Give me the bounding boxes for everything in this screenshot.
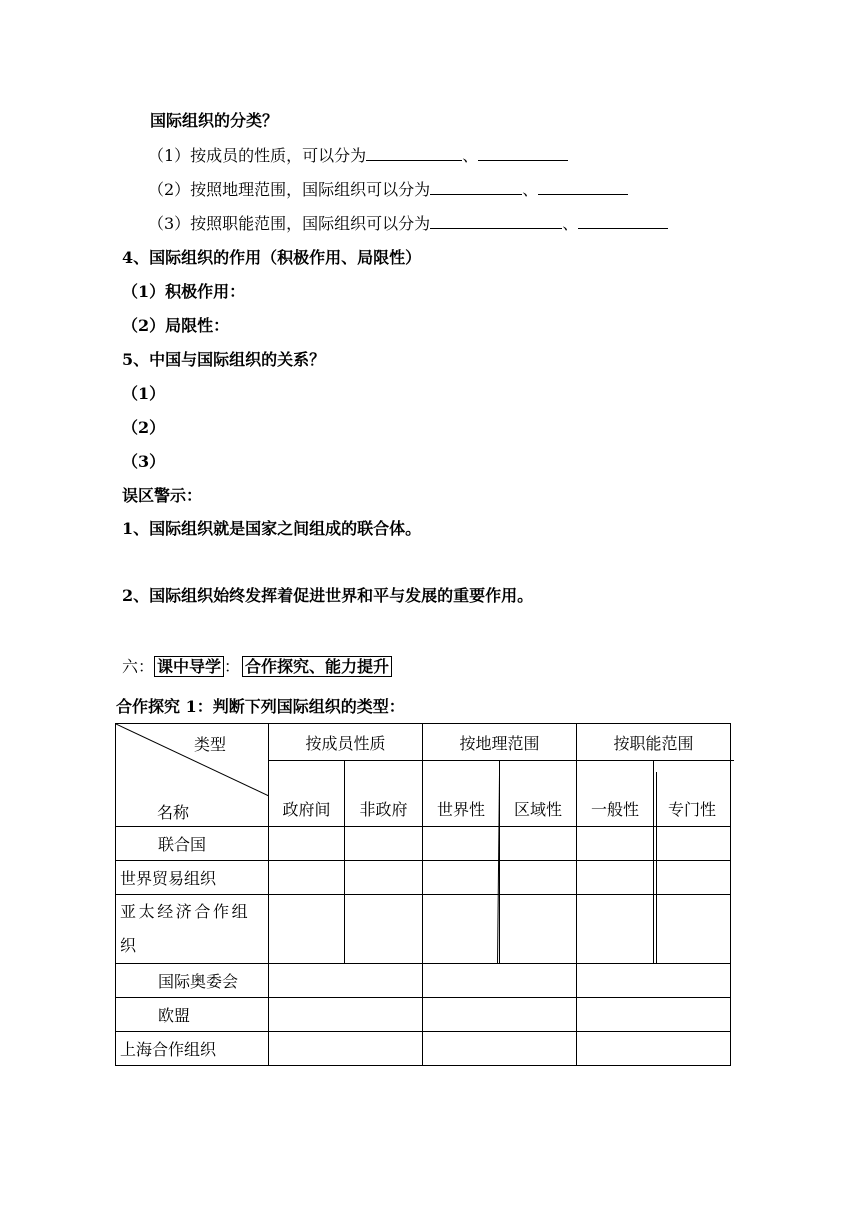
- diagonal-divider: [116, 724, 269, 827]
- corner-type-label: 类型: [194, 735, 227, 754]
- section-six-colon: ：: [224, 657, 241, 676]
- answer-cell[interactable]: [500, 895, 577, 964]
- section-six-heading: [122, 656, 392, 678]
- corner-name-label: 名称: [157, 803, 190, 822]
- answer-blank[interactable]: [430, 214, 562, 229]
- classification-item-1-label: （1）按成员的性质，可以分为: [148, 146, 367, 165]
- answer-cell[interactable]: [423, 861, 500, 895]
- role-item-limitation: （2）局限性：: [122, 316, 230, 335]
- table-row: [116, 895, 731, 964]
- classification-item-3-label: （3）按照职能范围，国际组织可以分为: [148, 214, 431, 233]
- subheader-general: 一般性: [577, 761, 654, 827]
- table-row: [116, 1032, 731, 1066]
- answer-cell[interactable]: [345, 895, 423, 964]
- exercise-title: 合作探究 1：判断下列国际组织的类型：: [116, 697, 405, 716]
- china-item-2: （2）: [122, 418, 166, 437]
- table-row: [116, 861, 731, 895]
- answer-cell[interactable]: [423, 998, 577, 1032]
- blank-separator: 、: [562, 214, 579, 233]
- table-row: [116, 964, 731, 998]
- answer-cell[interactable]: [654, 827, 731, 861]
- row-label: 联合国: [116, 827, 269, 861]
- answer-cell[interactable]: [423, 1032, 577, 1066]
- row-label: 国际奥委会: [116, 964, 269, 998]
- answer-cell[interactable]: [577, 895, 654, 964]
- answer-blank[interactable]: [478, 146, 568, 161]
- subheader-intergovernmental: 政府间: [269, 761, 345, 827]
- group-header-geography: 按地理范围: [423, 724, 577, 761]
- answer-cell[interactable]: [577, 1032, 731, 1066]
- row-label: 亚太经济合作组织: [116, 895, 269, 964]
- subheader-regional: 区域性: [500, 761, 577, 827]
- china-title: 5、中国与国际组织的关系？: [122, 350, 326, 369]
- answer-cell[interactable]: [269, 895, 345, 964]
- classification-title: 国际组织的分类？: [150, 111, 279, 130]
- answer-cell[interactable]: [269, 861, 345, 895]
- section-six-box-guide: 课中导学: [154, 656, 224, 677]
- answer-cell[interactable]: [269, 964, 423, 998]
- classification-table: [115, 723, 731, 1066]
- header-rule-overhang: [729, 760, 734, 761]
- row-label: 欧盟: [116, 998, 269, 1032]
- china-item-3: （3）: [122, 452, 166, 471]
- answer-cell[interactable]: [654, 861, 731, 895]
- answer-cell[interactable]: [500, 861, 577, 895]
- classification-item-2: [148, 180, 628, 200]
- answer-cell[interactable]: [423, 895, 500, 964]
- answer-cell[interactable]: [423, 964, 577, 998]
- blank-separator: 、: [462, 146, 479, 165]
- table-row: [116, 827, 731, 861]
- answer-blank[interactable]: [430, 180, 522, 195]
- answer-cell[interactable]: [500, 827, 577, 861]
- answer-blank[interactable]: [538, 180, 628, 195]
- blank-separator: 、: [522, 180, 539, 199]
- row-label: 上海合作组织: [116, 1032, 269, 1066]
- row-label: 世界贸易组织: [116, 861, 269, 895]
- answer-cell[interactable]: [654, 895, 731, 964]
- warning-item-1: 1、国际组织就是国家之间组成的联合体。: [122, 519, 422, 538]
- answer-cell[interactable]: [269, 1032, 423, 1066]
- classification-item-3: [148, 214, 668, 234]
- group-header-membership: 按成员性质: [269, 724, 423, 761]
- answer-blank[interactable]: [366, 146, 462, 161]
- group-header-function: 按职能范围: [577, 724, 731, 761]
- answer-cell[interactable]: [577, 827, 654, 861]
- role-title: 4、国际组织的作用（积极作用、局限性）: [122, 248, 422, 267]
- classification-item-1: [148, 146, 568, 166]
- subheader-nongovernmental: 非政府: [345, 761, 423, 827]
- answer-cell[interactable]: [577, 964, 731, 998]
- answer-cell[interactable]: [345, 827, 423, 861]
- column-rule: [344, 772, 345, 963]
- subheader-specialized: 专门性: [654, 761, 731, 827]
- section-six-prefix: 六：: [122, 657, 155, 676]
- section-six-box-inquiry: 合作探究、能力提升: [242, 656, 392, 677]
- answer-blank[interactable]: [578, 214, 668, 229]
- answer-cell[interactable]: [269, 827, 345, 861]
- answer-cell[interactable]: [577, 998, 731, 1032]
- answer-cell[interactable]: [577, 861, 654, 895]
- role-item-positive: （1）积极作用：: [122, 282, 246, 301]
- answer-cell[interactable]: [345, 861, 423, 895]
- warning-item-2: 2、国际组织始终发挥着促进世界和平与发展的重要作用。: [122, 586, 534, 605]
- column-rule: [656, 772, 657, 963]
- subheader-global: 世界性: [423, 761, 500, 827]
- warning-title: 误区警示：: [122, 486, 203, 505]
- table-row: [116, 998, 731, 1032]
- china-item-1: （1）: [122, 384, 166, 403]
- corner-header-cell: [116, 724, 269, 827]
- answer-cell[interactable]: [269, 998, 423, 1032]
- classification-item-2-label: （2）按照地理范围，国际组织可以分为: [148, 180, 431, 199]
- answer-cell[interactable]: [423, 827, 500, 861]
